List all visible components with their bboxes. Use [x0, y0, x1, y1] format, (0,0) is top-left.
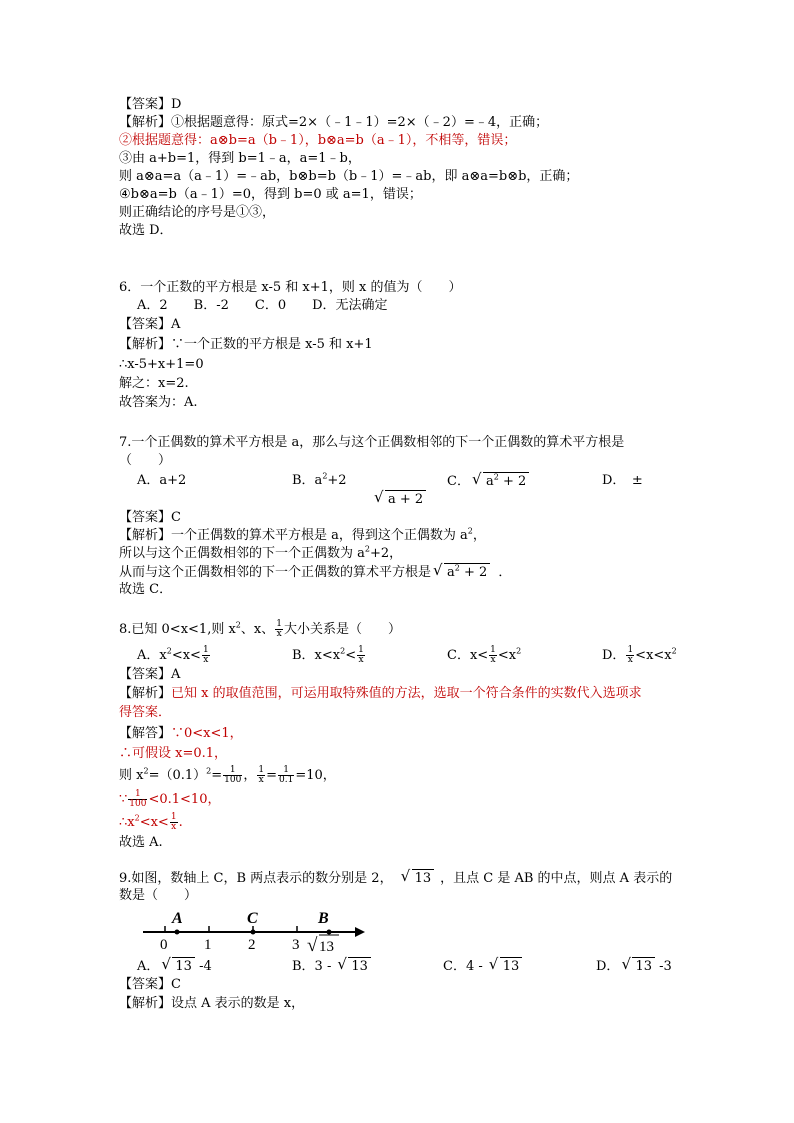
- fraction: $\frac{1}{x}$: [627, 645, 634, 665]
- point-label-c: C: [247, 910, 258, 927]
- point-c: [251, 930, 256, 935]
- axis-arrow: [355, 927, 365, 937]
- q7-analysis: 【解析】一个正偶数的算术平方根是 a，得到这个正偶数为 $a^2$，: [119, 526, 486, 543]
- q5-answer: 【答案】D: [119, 97, 182, 112]
- sqrt-symbol: √ $a^2 + 2$: [433, 563, 490, 582]
- q5-conclusion: 故选 D．: [119, 223, 173, 238]
- q6-stem: 6．一个正数的平方根是 x-5 和 x+1，则 x 的值为（ ）: [119, 280, 462, 295]
- fraction: $\frac{1}{x}$: [170, 812, 177, 832]
- fraction: $\frac{1}{100}$: [129, 789, 147, 809]
- q5-analysis-line: 则 a⊗a=a（a﹣1）=﹣ab，b⊗b=b（b﹣1）=﹣ab，即 a⊗a=b⊗b，正确；: [119, 169, 579, 184]
- q7-stem: 7.一个正偶数的算术平方根是 a，那么与这个正偶数相邻的下一个正偶数的算术平方根是: [119, 435, 625, 450]
- point-a: [175, 930, 180, 935]
- q6-options: A．2 B．-2 C．0 D．无法确定: [137, 298, 388, 313]
- q7-conclusion: 故选 C．: [119, 582, 173, 597]
- q6-analysis-line: ∴x-5+x+1=0: [119, 357, 204, 372]
- sqrt-symbol: √ 13: [621, 957, 655, 976]
- sqrt-symbol: √ 13: [401, 869, 435, 888]
- tick-label: 0: [160, 937, 168, 953]
- q8-answer: 【答案】A: [119, 667, 181, 682]
- q9-stem: 9.如图，数轴上 C，B 两点表示的数分别是 2，√ 13 ，且点 C 是 AB 的中点，则点 A 表示的: [119, 869, 672, 888]
- fraction: $\frac{1}{x}$: [490, 645, 496, 665]
- q9-option-c: C．4 -√ 13: [443, 957, 522, 976]
- tick-label-b: 13: [319, 939, 334, 955]
- q8-solution-line: ∴可假设 x=0.1，: [119, 746, 228, 761]
- point-label-b: B: [318, 910, 329, 927]
- q6-answer: 【答案】A: [119, 317, 181, 332]
- fraction: $\frac{1}{x}$: [358, 645, 364, 665]
- q7-answer: 【答案】C: [119, 510, 181, 525]
- q8-option-c: C．x< $\frac{1}{x}$ $<x^2$: [447, 645, 522, 665]
- sqrt-symbol: √ a + 2: [374, 490, 426, 509]
- sqrt-symbol: √ 13: [161, 957, 195, 976]
- q5-analysis: 【解析】①根据题意得：原式=2×（﹣1﹣1）=2×（﹣2）=﹣4，正确；: [119, 115, 549, 130]
- q7-option-c: C．√ $a^2 + 2$: [447, 472, 529, 491]
- q8-analysis: 【解析】已知 x 的取值范围，可运用取特殊值的方法，选取一个符合条件的实数代入选项求: [119, 686, 642, 701]
- number-line-figure: [135, 906, 370, 956]
- tick-label: 3: [292, 937, 300, 953]
- q7-option-a: A．a+2: [137, 473, 187, 488]
- sqrt-symbol: √ 13: [337, 957, 371, 976]
- q7-option-d-radical: [372, 490, 426, 509]
- q8-solution: 【解答】∵0<x<1，: [119, 726, 243, 741]
- q6-analysis-line: 解之：x=2.: [119, 376, 189, 391]
- q9-answer: 【答案】C: [119, 977, 181, 992]
- point-b: [327, 930, 332, 935]
- q7-analysis-line: 从而与这个正偶数相邻的下一个正偶数的算术平方根是√ $a^2 + 2$ ．: [119, 563, 511, 582]
- q9-option-b: B．3 -√ 13: [292, 957, 371, 976]
- fraction: $\frac{1}{x}$: [258, 765, 265, 785]
- q9-stem-line: 数是（ ）: [119, 888, 198, 903]
- tick-label: 2: [248, 937, 256, 953]
- q9-analysis: 【解析】设点 A 表示的数是 x，: [119, 996, 305, 1011]
- fraction: $\frac{1}{0.1}$: [278, 765, 294, 785]
- q5-analysis-line: 则正确结论的序号是①③，: [119, 205, 276, 220]
- q8-option-b: B．$x<x^2<$ $\frac{1}{x}$: [292, 645, 364, 665]
- sqrt-symbol: √: [307, 935, 318, 956]
- fraction: $\frac{1}{x}$: [202, 645, 209, 665]
- q8-option-d: D． $\frac{1}{x}$ $<x<x^2$: [602, 645, 677, 665]
- q7-analysis-line: 所以与这个正偶数相邻的下一个正偶数为 $a^2+2$，: [119, 544, 403, 561]
- tick-label: 1: [204, 937, 212, 953]
- point-label-a: A: [172, 910, 183, 927]
- q7-option-b: B．$a^2+2$: [292, 471, 347, 488]
- sqrt-symbol: √ $a^2 + 2$: [472, 472, 529, 491]
- q5-analysis-line: ③由 a+b=1，得到 b=1﹣a，a=1﹣b，: [119, 151, 361, 166]
- fraction: $\frac{1}{100}$: [224, 765, 242, 785]
- q8-option-a: A．$x^2<x<$ $\frac{1}{x}$: [137, 645, 209, 665]
- q5-analysis-line: ④b⊗a=b（a﹣1）=0，得到 b=0 或 a=1，错误；: [119, 187, 422, 202]
- q6-analysis: 【解析】∵一个正数的平方根是 x-5 和 x+1: [119, 337, 373, 352]
- q9-option-d: D．√ 13 -3: [596, 957, 672, 976]
- q8-stem: 8.已知 0<x<1,则 $x^2$、x、 $\frac{1}{x}$ 大小关系是（ ）: [119, 619, 401, 639]
- q5-analysis-line: ②根据题意得：a⊗b=a（b﹣1），b⊗a=b（a﹣1），不相等，错误；: [119, 133, 517, 148]
- q8-solution-line: 则 $x^2=(0.1)^2=$ $\frac{1}{100}$ ， $\frac{1}{x}$ = $\frac{1}{0.1}$ =10，: [119, 765, 336, 785]
- q6-conclusion: 故答案为：A.: [119, 395, 198, 410]
- q8-analysis-line: 得答案．: [119, 705, 172, 720]
- q7-option-d: D． ±: [602, 473, 643, 488]
- fraction: $\frac{1}{x}$: [276, 619, 282, 639]
- q8-solution-line: ∵ $\frac{1}{100}$ <0.1<10，: [119, 789, 221, 809]
- sqrt-symbol: √ 13: [489, 957, 523, 976]
- q8-conclusion: 故选 A.: [119, 835, 163, 850]
- q9-option-a: A．√ 13 -4: [137, 957, 212, 976]
- q7-paren: （ ）: [119, 453, 172, 468]
- q8-solution-line: $\therefore x^2<x<$ $\frac{1}{x}$ .: [119, 812, 183, 832]
